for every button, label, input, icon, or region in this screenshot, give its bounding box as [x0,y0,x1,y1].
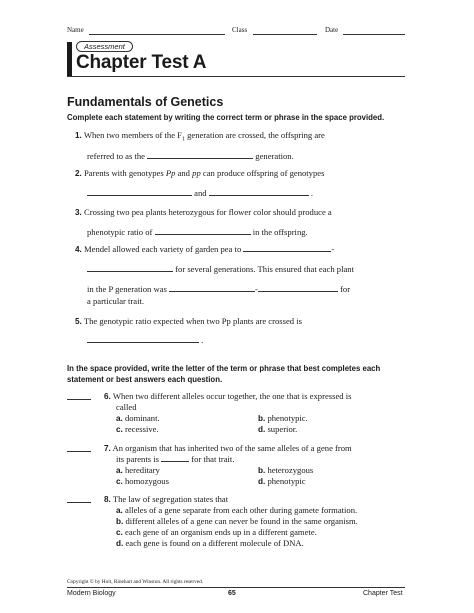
page-number: 65 [228,590,236,597]
question-4-line-1: 4. Mendel allowed each variety of garden pea to - [75,244,335,254]
page-header [67,26,405,40]
question-4-line-4: a particular trait. [87,296,145,306]
date-label: Date [325,26,339,34]
name-label: Name [67,26,84,34]
option-6a[interactable]: a. dominant. [116,413,160,423]
question-7-stem-2: its parents is for that trait. [116,454,235,464]
option-6b[interactable]: c. recessive. [116,424,159,434]
assessment-badge: Assessment [76,41,133,52]
answer-blank-7[interactable] [161,454,189,462]
option-6d[interactable]: d. superior. [258,424,298,434]
option-7c[interactable]: b. heterozygous [258,465,314,475]
footer-divider [67,587,405,588]
answer-line-7[interactable] [67,451,91,452]
option-8a[interactable]: a. alleles of a gene separate from each other during gamete formation. [116,505,358,515]
question-4-line-2: for several generations. This ensured that each plant [87,264,354,275]
question-7-stem: 7. An organism that has inherited two of the same alleles of a gene from [104,443,352,453]
option-8c[interactable]: c. each gene of an organism ends up in a different gamete. [116,527,317,537]
footer-section-name: Chapter Test [363,590,403,597]
answer-blank-2b[interactable] [209,188,309,196]
title-divider [67,76,405,77]
question-5-line-2: . [87,335,203,346]
footer-book-title: Modern Biology [67,590,116,597]
question-1-line-2: referred to as the generation. [87,151,294,161]
answer-blank-4c[interactable] [169,284,255,292]
option-7b[interactable]: c. homozygous [116,476,169,486]
answer-blank-4d[interactable] [258,284,338,292]
option-8b[interactable]: b. different alleles of a gene can never be found in the same organism. [116,516,358,526]
option-7a[interactable]: a. hereditary [116,465,160,475]
answer-blank-2a[interactable] [87,188,192,196]
option-8d[interactable]: d. each gene is found on a different molecule of DNA. [116,538,304,548]
question-3-line-2: phenotypic ratio of in the offspring. [87,227,308,237]
option-7d[interactable]: d. phenotypic [258,476,306,486]
answer-line-8[interactable] [67,502,91,503]
question-8-stem: 8. The law of segregation states that [104,494,229,504]
class-field[interactable] [253,34,317,35]
question-2-line-1: 2. Parents with genotypes Pp and pp can produce offspring of genotypes [75,168,325,178]
question-4-line-3: in the P generation was - for [87,284,351,294]
question-6-stem-2: called [116,402,137,412]
option-6c[interactable]: b. phenotypic. [258,413,308,423]
date-field[interactable] [343,34,405,35]
answer-blank-3[interactable] [155,227,251,235]
answer-blank-5[interactable] [87,335,199,343]
answer-blank-4a[interactable] [243,244,331,252]
answer-line-6[interactable] [67,399,91,400]
answer-blank-4b[interactable] [87,264,173,272]
question-1-line-1: 1. When two members of the $F_1$ generation are crossed, the offspring are [75,130,325,143]
question-2-line-2: and . [87,188,313,199]
copyright-notice: Copyright © by Holt, Rinehart and Winston. All rights reserved. [67,579,204,585]
section-title: Fundamentals of Genetics [67,95,224,109]
instructions-fill-in: Complete each statement by writing the correct term or phrase in the space provided. [67,113,385,122]
answer-blank-1[interactable] [147,151,253,159]
class-label: Class [232,26,248,34]
page-title: Chapter Test A [76,52,207,73]
question-5-line-1: 5. The genotypic ratio expected when two Pp plants are crossed is [75,316,302,326]
question-6-stem: 6. When two different alleles occur together, the one that is expressed is [104,391,352,401]
instructions-multiple-choice: In the space provided, write the letter of the term or phrase that best completes each statement or best answers each question. [67,364,381,384]
name-field[interactable] [89,34,225,35]
title-bar-accent [67,42,72,76]
question-3-line-1: 3. Crossing two pea plants heterozygous for flower color should produce a [75,207,332,217]
